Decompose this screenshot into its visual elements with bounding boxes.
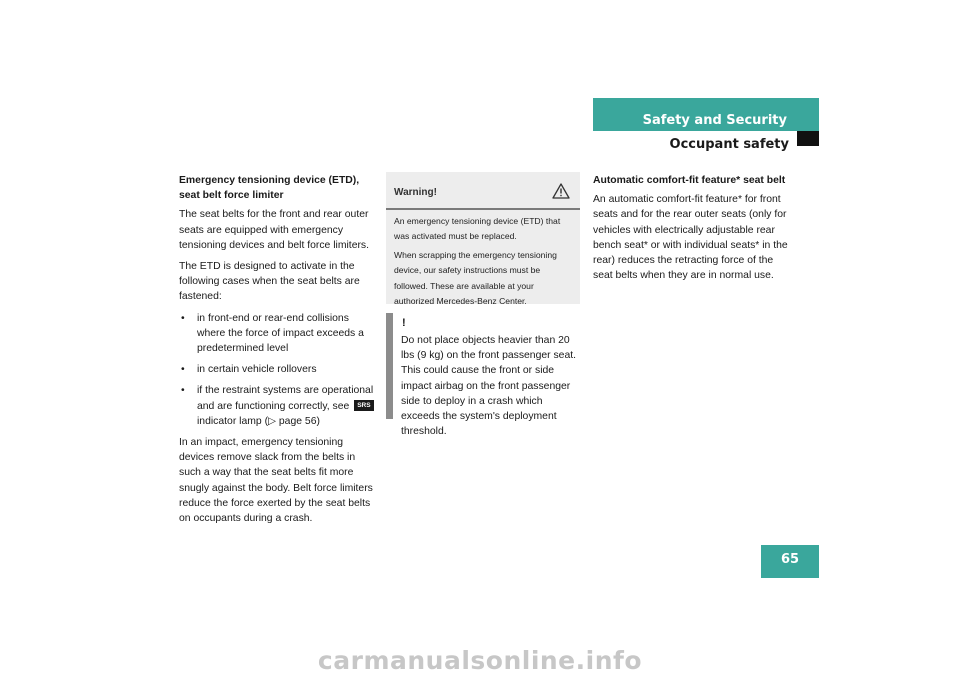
right-column xyxy=(593,173,793,289)
section-title: Safety and Security xyxy=(642,113,787,128)
etd-paragraph-3: In an impact, emergency tensioning devices remove slack from the belts in such a way that the seat belts fit more snugly against the body. Belt force limiters reduce the force exerted by the seat belts on occupants during a crash. xyxy=(179,437,373,525)
left-column xyxy=(179,173,377,532)
warning-header xyxy=(386,172,580,210)
exclamation-icon: ! xyxy=(402,317,406,329)
notice-text: Do not place objects heavier than 20 lbs (9 kg) on the front passenger seat. This could cause the front or side impact airbag on the front passenger side to deploy in a crash which exceeds the system's deployment threshold. xyxy=(401,335,577,438)
comfort-fit-heading: Automatic comfort-fit feature* seat belt xyxy=(593,175,786,186)
etd-heading: Emergency tensioning device (ETD), seat belt force limiter xyxy=(179,175,360,202)
etd-paragraph-1: The seat belts for the front and rear outer seats are equipped with emergency tensioning devices and belt force limiters. xyxy=(179,209,370,251)
warning-paragraph-2: When scrapping the emergency tensioning device, our safety instructions must be followed. These are available at your authorized Mercedes-Benz Center. xyxy=(394,249,557,307)
bullet3-text: if the restraint systems are operational and are functioning correctly, see xyxy=(197,385,374,412)
subsection-title: Occupant safety xyxy=(669,137,789,152)
header-band xyxy=(593,98,819,131)
section-tab-marker xyxy=(797,131,819,146)
srs-indicator-icon: SRS xyxy=(354,400,373,411)
warning-body xyxy=(386,210,580,309)
page-number: 65 xyxy=(761,545,819,578)
watermark: carmanualsonline.info xyxy=(317,646,643,675)
comfort-fit-paragraph: An automatic comfort-fit feature* for front seats and for the rear outer seats (only for vehicles with electrically adjustable rear bench seat* or with individual seats* in the rear) reduces the retracting force of the seat belts when they are in normal use. xyxy=(593,194,788,282)
notice-box xyxy=(386,313,580,438)
etd-paragraph-2: The ETD is designed to activate in the following cases when the seat belts are fastened: xyxy=(179,261,360,303)
notice-bar xyxy=(386,313,393,419)
list-item xyxy=(179,383,377,429)
list-item: • in front-end or rear-end collisions where the force of impact exceeds a predetermined level xyxy=(179,311,377,357)
warning-triangle-icon xyxy=(552,183,570,204)
warning-box xyxy=(386,172,580,307)
warning-paragraph-1: An emergency tensioning device (ETD) that was activated must be replaced. xyxy=(394,216,561,242)
list-item: • in certain vehicle rollovers xyxy=(179,362,377,377)
bullet3-page-ref: indicator lamp (▷ page 56) xyxy=(197,415,320,427)
etd-bullet-list xyxy=(179,311,377,429)
warning-title: Warning! xyxy=(394,187,437,198)
